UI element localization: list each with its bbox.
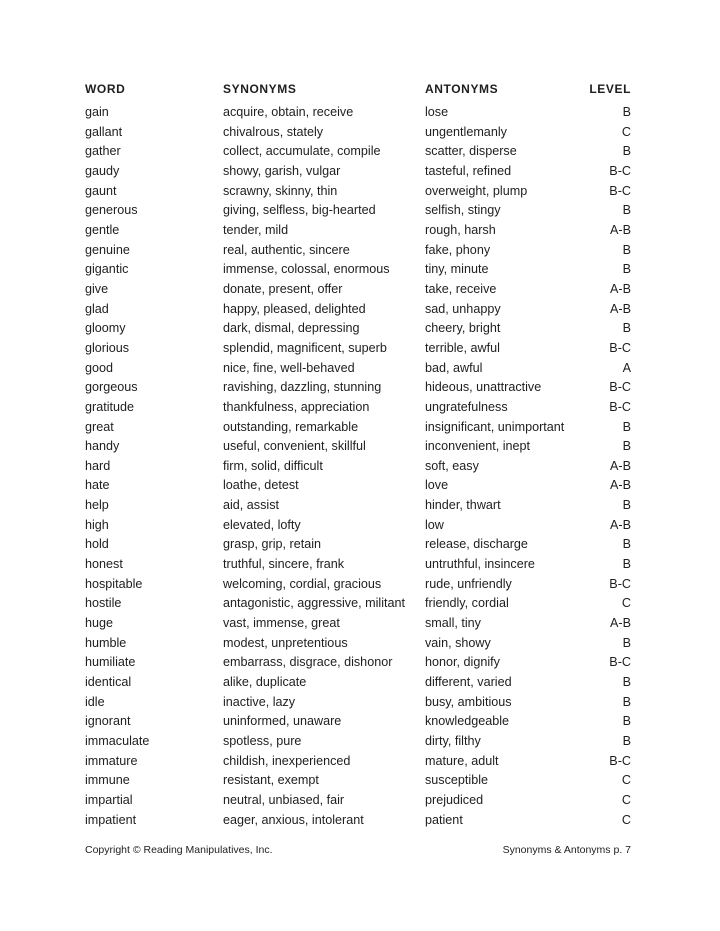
level-cell: B [622, 419, 631, 434]
word-cell: huge [85, 616, 114, 631]
level-cell: A-B [610, 458, 631, 473]
table-row [0, 339, 720, 359]
table-row [0, 594, 720, 614]
table-row [0, 103, 720, 123]
word-cell: gallant [85, 124, 123, 139]
table-row [0, 221, 720, 241]
antonyms-cell: low [425, 517, 444, 532]
word-cell: give [85, 281, 109, 296]
table-row [0, 457, 720, 477]
synonyms-cell: uninformed, unaware [223, 714, 342, 729]
table-row [0, 634, 720, 654]
synonyms-cell: truthful, sincere, frank [223, 557, 345, 572]
antonyms-cell: release, discharge [425, 537, 528, 552]
level-cell: A [622, 360, 631, 375]
word-cell: gigantic [85, 262, 129, 277]
synonyms-cell: acquire, obtain, receive [223, 105, 354, 119]
table-row [0, 496, 720, 516]
synonyms-cell: outstanding, remarkable [223, 419, 359, 434]
synonyms-cell: vast, immense, great [223, 616, 340, 631]
antonyms-cell: bad, awful [425, 360, 483, 375]
word-cell: ignorant [85, 714, 131, 729]
level-cell: B [622, 498, 631, 513]
antonyms-cell: ungentlemanly [425, 124, 507, 139]
antonyms-cell: tiny, minute [425, 262, 489, 277]
level-cell: C [621, 124, 631, 139]
synonyms-cell: giving, selfless, big-hearted [223, 203, 376, 218]
antonyms-cell: vain, showy [425, 635, 491, 650]
synonyms-cell: resistant, exempt [223, 773, 319, 788]
antonyms-cell: insignificant, unimportant [425, 419, 565, 434]
synonyms-cell: spotless, pure [223, 734, 302, 748]
antonyms-cell: mature, adult [425, 753, 499, 768]
synonyms-cell: elevated, lofty [223, 517, 301, 532]
table-row [0, 732, 720, 752]
word-cell: glorious [85, 340, 130, 355]
word-cell: humiliate [85, 655, 136, 670]
synonyms-cell: collect, accumulate, compile [223, 144, 381, 159]
level-cell: B [622, 557, 631, 572]
level-cell: B [622, 203, 631, 218]
table-row [0, 555, 720, 575]
synonyms-cell: modest, unpretentious [223, 635, 348, 650]
table-row [0, 712, 720, 732]
table-row [0, 300, 720, 320]
antonyms-cell: patient [425, 812, 463, 827]
synonyms-cell: nice, fine, well-behaved [223, 360, 355, 375]
synonyms-cell: immense, colossal, enormous [223, 262, 390, 277]
level-cell: C [621, 596, 631, 611]
level-cell: A-B [610, 281, 631, 296]
antonyms-cell: overweight, plump [425, 183, 528, 198]
word-cell: genuine [85, 242, 130, 257]
antonyms-cell: lose [425, 105, 449, 119]
antonyms-cell: different, varied [425, 675, 512, 690]
antonyms-cell: sad, unhappy [425, 301, 501, 316]
synonyms-cell: welcoming, cordial, gracious [223, 576, 382, 591]
antonyms-cell: cheery, bright [425, 321, 501, 336]
level-cell: B-C [609, 753, 631, 768]
table-row [0, 359, 720, 379]
word-cell: generous [85, 203, 138, 218]
word-cell: gorgeous [85, 380, 138, 395]
antonyms-cell: love [425, 478, 449, 493]
word-cell: handy [85, 439, 120, 454]
header-word: WORD [85, 82, 126, 96]
table-row [0, 437, 720, 457]
word-cell: hospitable [85, 576, 143, 591]
level-cell: B-C [609, 183, 631, 198]
level-cell: A-B [610, 301, 631, 316]
word-cell: glad [85, 301, 109, 316]
synonyms-cell: neutral, unbiased, fair [223, 792, 345, 807]
synonyms-cell: embarrass, disgrace, dishonor [223, 655, 393, 670]
level-cell: C [621, 773, 631, 788]
table-row [0, 614, 720, 634]
word-cell: gratitude [85, 399, 135, 414]
table-row [0, 752, 720, 772]
word-cell: immune [85, 773, 130, 788]
antonyms-cell: knowledgeable [425, 714, 510, 729]
word-cell: gain [85, 105, 109, 119]
antonyms-cell: hinder, thwart [425, 498, 501, 513]
antonyms-cell: honor, dignify [425, 655, 500, 670]
antonyms-cell: soft, easy [425, 458, 479, 473]
word-cell: honest [85, 557, 123, 572]
word-cell: humble [85, 635, 127, 650]
synonyms-cell: dark, dismal, depressing [223, 321, 360, 336]
word-cell: hostile [85, 596, 122, 611]
level-cell: C [621, 812, 631, 827]
synonyms-cell: aid, assist [223, 498, 279, 513]
table-row [0, 791, 720, 811]
level-cell: B-C [609, 380, 631, 395]
antonyms-cell: hideous, unattractive [425, 380, 542, 395]
table-row [0, 182, 720, 202]
synonyms-cell: scrawny, skinny, thin [223, 183, 338, 198]
level-cell: B [622, 439, 631, 454]
table-row [0, 378, 720, 398]
level-cell: B [622, 321, 631, 336]
antonyms-cell: scatter, disperse [425, 144, 517, 159]
antonyms-cell: untruthful, insincere [425, 557, 535, 572]
level-cell: B [622, 242, 631, 257]
table-row [0, 319, 720, 339]
word-cell: hard [85, 458, 111, 473]
synonyms-cell: happy, pleased, delighted [223, 301, 366, 316]
table-row [0, 241, 720, 261]
synonyms-cell: donate, present, offer [223, 281, 343, 296]
table-header [0, 82, 720, 100]
level-cell: B [622, 262, 631, 277]
synonyms-cell: thankfulness, appreciation [223, 399, 370, 414]
level-cell: A-B [610, 478, 631, 493]
antonyms-cell: susceptible [425, 773, 489, 788]
table-row [0, 162, 720, 182]
table-row [0, 260, 720, 280]
synonyms-cell: eager, anxious, intolerant [223, 812, 364, 827]
synonyms-cell: inactive, lazy [223, 694, 296, 709]
table-row [0, 398, 720, 418]
word-cell: impartial [85, 792, 133, 807]
table-row [0, 673, 720, 693]
level-cell: B-C [609, 163, 631, 178]
level-cell: B [622, 714, 631, 729]
page-footer [0, 840, 720, 860]
level-cell: A-B [610, 517, 631, 532]
table-row [0, 418, 720, 438]
header-antonyms: ANTONYMS [425, 82, 499, 96]
table-row [0, 771, 720, 791]
table-row [0, 280, 720, 300]
antonyms-cell: friendly, cordial [425, 596, 509, 611]
antonyms-cell: ungratefulness [425, 399, 508, 414]
header-level: LEVEL [589, 82, 631, 96]
table-row [0, 693, 720, 713]
level-cell: B [622, 635, 631, 650]
antonyms-cell: rude, unfriendly [425, 576, 512, 591]
word-cell: good [85, 360, 114, 375]
word-cell: help [85, 498, 109, 513]
synonyms-cell: childish, inexperienced [223, 753, 351, 768]
synonyms-cell: useful, convenient, skillful [223, 439, 366, 454]
table-row [0, 201, 720, 221]
level-cell: B-C [609, 655, 631, 670]
word-cell: hate [85, 478, 110, 493]
table-row [0, 653, 720, 673]
antonyms-cell: prejudiced [425, 792, 484, 807]
synonyms-cell: ravishing, dazzling, stunning [223, 380, 382, 395]
synonyms-cell: tender, mild [223, 222, 289, 237]
word-cell: gaudy [85, 163, 120, 178]
table-row [0, 516, 720, 536]
antonyms-cell: rough, harsh [425, 222, 496, 237]
level-cell: C [621, 792, 631, 807]
word-cell: high [85, 517, 109, 532]
word-cell: gather [85, 144, 121, 159]
level-cell: B-C [609, 399, 631, 414]
antonyms-cell: small, tiny [425, 616, 481, 631]
synonyms-cell: firm, solid, difficult [223, 458, 323, 473]
level-cell: B [622, 144, 631, 159]
table-row [0, 142, 720, 162]
word-cell: gentle [85, 222, 120, 237]
word-cell: great [85, 419, 114, 434]
antonyms-cell: fake, phony [425, 242, 491, 257]
antonyms-cell: inconvenient, inept [425, 439, 531, 454]
word-cell: immaculate [85, 734, 150, 748]
antonyms-cell: terrible, awful [425, 340, 500, 355]
synonyms-cell: chivalrous, stately [223, 124, 324, 139]
level-cell: B [622, 537, 631, 552]
antonyms-cell: dirty, filthy [425, 734, 481, 748]
word-cell: idle [85, 694, 105, 709]
level-cell: B [622, 105, 631, 119]
level-cell: B-C [609, 576, 631, 591]
word-cell: hold [85, 537, 109, 552]
header-synonyms: SYNONYMS [223, 82, 297, 96]
level-cell: B [622, 734, 631, 748]
table-row [0, 535, 720, 555]
word-cell: gaunt [85, 183, 117, 198]
level-cell: A-B [610, 222, 631, 237]
level-cell: B [622, 694, 631, 709]
word-cell: impatient [85, 812, 137, 827]
synonyms-cell: showy, garish, vulgar [223, 163, 341, 178]
level-cell: B-C [609, 340, 631, 355]
synonyms-cell: antagonistic, aggressive, militant [223, 596, 406, 611]
table-row [0, 811, 720, 831]
synonyms-cell: alike, duplicate [223, 675, 307, 690]
antonyms-cell: selfish, stingy [425, 203, 501, 218]
word-cell: gloomy [85, 321, 126, 336]
page-label: Synonyms & Antonyms p. 7 [502, 844, 631, 856]
level-cell: A-B [610, 616, 631, 631]
word-table [0, 103, 720, 830]
antonyms-cell: tasteful, refined [425, 163, 512, 178]
synonyms-cell: real, authentic, sincere [223, 242, 350, 257]
table-row [0, 123, 720, 143]
word-cell: immature [85, 753, 138, 768]
table-row [0, 476, 720, 496]
synonyms-cell: loathe, detest [223, 478, 299, 493]
level-cell: B [622, 675, 631, 690]
table-row [0, 575, 720, 595]
antonyms-cell: take, receive [425, 281, 497, 296]
antonyms-cell: busy, ambitious [425, 694, 512, 709]
synonyms-cell: splendid, magnificent, superb [223, 340, 387, 355]
copyright-notice: Copyright © Reading Manipulatives, Inc. [85, 844, 273, 856]
word-cell: identical [85, 675, 132, 690]
synonyms-cell: grasp, grip, retain [223, 537, 322, 552]
